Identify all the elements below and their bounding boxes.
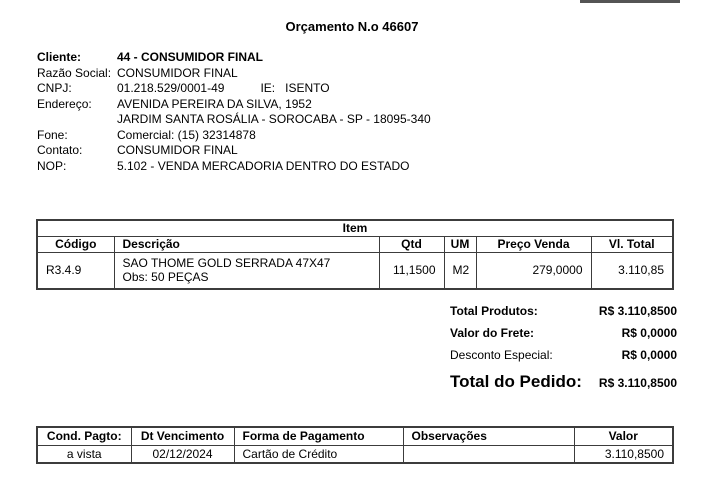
column-header-forma-pagamento: Forma de Pagamento [234, 427, 403, 445]
payment-forma-pagamento: Cartão de Crédito [234, 445, 403, 463]
client-label: Cliente: [37, 50, 82, 64]
cnpj-label: CNPJ: [37, 81, 72, 95]
desconto-especial-value: R$ 0,0000 [621, 348, 677, 362]
total-pedido-row [450, 372, 677, 398]
column-header-qtd: Qtd [379, 236, 444, 252]
column-header-valor: Valor [574, 427, 673, 445]
column-header-codigo: Código [37, 236, 114, 252]
valor-frete-row [450, 326, 677, 348]
total-produtos-row [450, 304, 677, 326]
fone-label: Fone: [37, 127, 68, 142]
item-descricao-line1: SAO THOME GOLD SERRADA 47X47 [122, 256, 331, 271]
total-produtos-value: R$ 3.110,8500 [598, 304, 677, 318]
payment-cond-pagto: a vista [37, 445, 131, 463]
payment-valor: 3.110,8500 [574, 445, 673, 463]
truncated-top-right-button[interactable] [580, 0, 680, 3]
item-descricao [114, 252, 379, 289]
client-row-cnpj [37, 81, 657, 97]
item-um: M2 [444, 252, 476, 289]
payment-table-header-row [37, 427, 673, 445]
endereco-value-line2: JARDIM SANTA ROSÁLIA - SOROCABA - SP - 18095-340 [117, 112, 431, 126]
item-table-header-row [37, 236, 673, 252]
contato-label: Contato: [37, 143, 83, 157]
payment-dt-vencimento: 02/12/2024 [131, 445, 234, 463]
fone-value: Comercial: (15) 32314878 [117, 127, 256, 142]
item-table-row [37, 252, 673, 289]
total-pedido-value: R$ 3.110,8500 [598, 376, 677, 390]
client-row-endereco-line2 [37, 112, 657, 128]
valor-frete-label: Valor do Frete: [450, 326, 535, 340]
payment-table [36, 426, 674, 464]
page-title: Orçamento N.o 46607 [285, 19, 419, 34]
client-row-nop [37, 159, 657, 175]
contato-value: CONSUMIDOR FINAL [117, 143, 238, 157]
client-row-cliente [37, 50, 657, 66]
item-vl-total: 3.110,85 [591, 252, 673, 289]
razao-social-label: Razão Social: [37, 65, 112, 80]
ie-label: IE: [260, 81, 276, 95]
column-header-dt-vencimento: Dt Vencimento [131, 427, 234, 445]
client-row-razao-social [37, 66, 657, 82]
item-table-group-header-row [37, 220, 673, 236]
ie-value: ISENTO [285, 81, 330, 95]
cnpj-value: 01.218.529/0001-49 [117, 81, 225, 95]
item-preco-venda: 279,0000 [476, 252, 591, 289]
item-qtd: 11,1500 [379, 252, 444, 289]
endereco-label: Endereço: [37, 96, 92, 111]
item-table [36, 219, 674, 290]
column-header-observacoes: Observações [403, 427, 574, 445]
item-codigo: R3.4.9 [37, 252, 114, 289]
nop-label: NOP: [37, 158, 67, 173]
valor-frete-value: R$ 0,0000 [621, 326, 677, 340]
column-header-um: UM [444, 236, 476, 252]
client-row-contato [37, 143, 657, 159]
item-table-group-header: Item [37, 220, 673, 236]
endereco-value-line1: AVENIDA PEREIRA DA SILVA, 1952 [117, 96, 312, 111]
razao-social-value: CONSUMIDOR FINAL [117, 65, 238, 80]
total-produtos-label: Total Produtos: [450, 304, 538, 318]
column-header-cond-pagto: Cond. Pagto: [37, 427, 131, 445]
column-header-vl-total: Vl. Total [591, 236, 673, 252]
desconto-especial-row [450, 348, 677, 370]
client-value: 44 - CONSUMIDOR FINAL [117, 50, 264, 64]
payment-observacoes [403, 445, 574, 463]
client-row-fone [37, 128, 657, 144]
client-info-block [37, 50, 657, 174]
column-header-preco-venda: Preço Venda [476, 236, 591, 252]
endereco-label-spacer [37, 112, 117, 128]
item-descricao-obs: Obs: 50 PEÇAS [122, 270, 209, 285]
desconto-especial-label: Desconto Especial: [450, 348, 553, 362]
totals-block [450, 304, 677, 398]
client-row-endereco [37, 97, 657, 113]
column-header-descricao: Descrição [114, 236, 379, 252]
nop-value: 5.102 - VENDA MERCADORIA DENTRO DO ESTADO [117, 158, 410, 173]
payment-table-row [37, 445, 673, 463]
total-pedido-label: Total do Pedido: [450, 372, 582, 391]
